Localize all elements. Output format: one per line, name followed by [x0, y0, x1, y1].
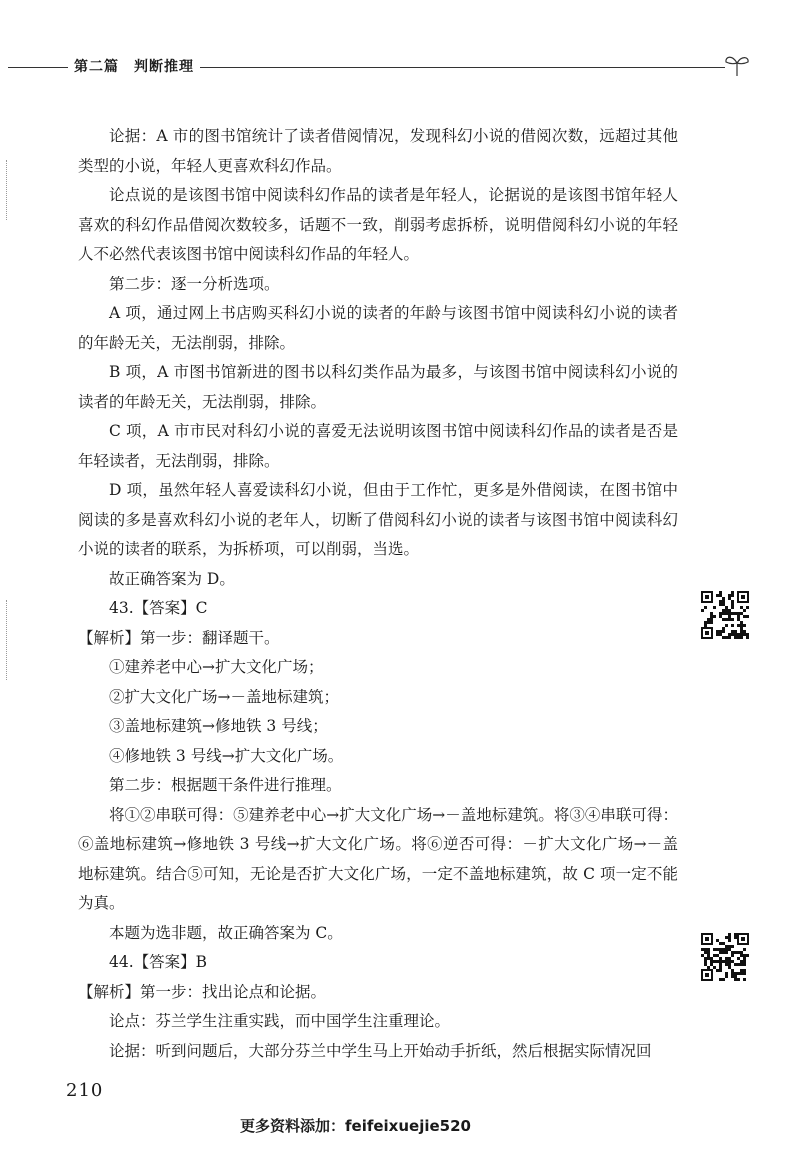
header-rule-left — [8, 67, 68, 68]
footer-note: 更多资料添加：feifeixuejie520 — [240, 1117, 471, 1135]
paragraph: ②扩大文化广场→－盖地标建筑； — [109, 687, 339, 706]
paragraph: 论据：A 市的图书馆统计了读者借阅情况，发现科幻小说的借阅次数，远超过其他类型的小说，年轻人更喜欢科幻作品。 — [78, 127, 678, 175]
paragraph: 【解析】第一步：翻译题干。 — [78, 628, 280, 647]
qr-code-icon — [700, 590, 750, 640]
paragraph: 44.【答案】B — [109, 953, 208, 971]
paragraph: ③盖地标建筑→修地铁 3 号线； — [109, 717, 328, 735]
sprout-icon — [722, 50, 752, 80]
margin-dots — [6, 160, 9, 220]
paragraph: 故正确答案为 D。 — [109, 569, 235, 588]
paragraph: C 项，A 市市民对科幻小说的喜爱无法说明该图书馆中阅读科幻作品的读者是否是年轻读者，无法削弱，排除。 — [78, 422, 678, 470]
margin-dots — [6, 600, 9, 680]
paragraph: 第二步：根据题干条件进行推理。 — [109, 776, 342, 794]
paragraph: 将①②串联可得：⑤建养老中心→扩大文化广场→－盖地标建筑。将③④串联可得：⑥盖地标建筑→修地铁 3 号线→扩大文化广场。将⑥逆否可得：－扩大文化广场→－盖地标建筑。结合⑤可知，无论是否扩大文化广场，一定不盖地标建筑，故 C 项一定不能为真。 — [78, 805, 678, 912]
paragraph: ④修地铁 3 号线→扩大文化广场。 — [109, 746, 344, 765]
paragraph: 本题为选非题，故正确答案为 C。 — [109, 923, 343, 942]
qr-code-icon — [700, 932, 750, 982]
paragraph: 论点说的是该图书馆中阅读科幻作品的读者是年轻人，论据说的是该图书馆年轻人喜欢的科幻作品借阅次数较多，话题不一致，削弱考虑拆桥，说明借阅科幻小说的年轻人不必然代表该图书馆中阅读科幻作品的年轻人。 — [78, 186, 678, 263]
paragraph: 论据：听到问题后，大部分芬兰中学生马上开始动手折纸，然后根据实际情况回 — [109, 1041, 652, 1060]
page-number: 210 — [66, 1080, 104, 1101]
paragraph: D 项，虽然年轻人喜爱读科幻小说，但由于工作忙，更多是外借阅读，在图书馆中阅读的多是喜欢科幻小说的老年人，切断了借阅科幻小说的读者与该图书馆中阅读科幻小说的读者的联系，为拆桥项，可以削弱，当选。 — [78, 481, 678, 558]
paragraph: A 项，通过网上书店购买科幻小说的读者的年龄与该图书馆中阅读科幻小说的读者的年龄无关，无法削弱，排除。 — [78, 304, 678, 352]
paragraph: ①建养老中心→扩大文化广场； — [109, 658, 324, 676]
paragraph: 【解析】第一步：找出论点和论据。 — [78, 982, 327, 1001]
page-header — [0, 50, 800, 90]
header-rule-right — [200, 67, 725, 68]
paragraph: B 项，A 市图书馆新进的图书以科幻类作品为最多，与该图书馆中阅读科幻小说的读者的年龄无关，无法削弱，排除。 — [78, 363, 678, 411]
paragraph: 论点：芬兰学生注重实践，而中国学生注重理论。 — [109, 1012, 451, 1030]
paragraph: 43.【答案】C — [109, 599, 208, 617]
chapter-title: 第二篇 判断推理 — [74, 59, 194, 75]
paragraph: 第二步：逐一分析选项。 — [109, 274, 280, 293]
document-body — [78, 122, 678, 1066]
